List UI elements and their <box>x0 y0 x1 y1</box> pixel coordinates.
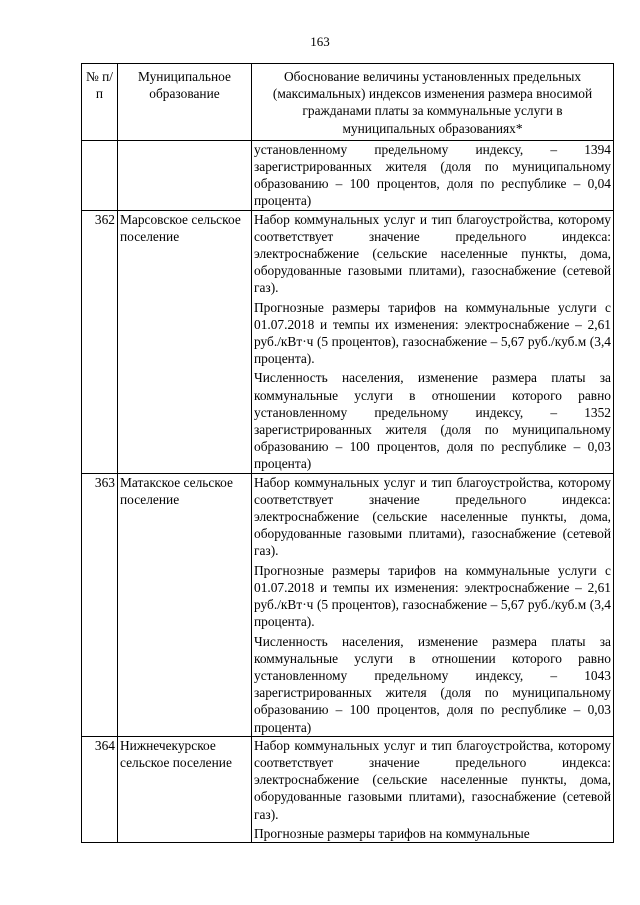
population-paragraph: Численность населения, изменение размера платы за коммунальные услуги в отношении которого равно установленному предельному индексу, – 1352 зарегистрированных жителя (доля по муниципальному образованию – 100 процентов, доля по республике – 0,03 процента) <box>254 370 611 472</box>
header-municipality: Муниципальное образование <box>118 64 252 141</box>
tariffs-paragraph: Прогнозные размеры тарифов на коммунальные услуги с 01.07.2018 и темпы их изменения: электроснабжение – 2,61 руб./кВт·ч (5 процентов), газоснабжение – 5,67 руб./куб.м (3,4 процента). <box>254 299 611 367</box>
cell-number: 363 <box>82 473 118 736</box>
cell-number: 362 <box>82 210 118 473</box>
table-row <box>82 473 614 736</box>
services-paragraph: Набор коммунальных услуг и тип благоустройства, которому соответствует значение предельного индекса: электроснабжение (сельские населенные пункты, дома, оборудованные газовыми плитами), газоснабжение (сетевой газ). <box>254 737 611 822</box>
cell-justification <box>252 140 614 210</box>
services-paragraph: Набор коммунальных услуг и тип благоустройства, которому соответствует значение предельного индекса: электроснабжение (сельские населенные пункты, дома, оборудованные газовыми плитами), газоснабжение (сетевой газ). <box>254 474 611 559</box>
cell-justification <box>252 210 614 473</box>
table-row <box>82 736 614 842</box>
table-row <box>82 210 614 473</box>
header-justification: Обоснование величины установленных предельных (максимальных) индексов изменения размера вносимой гражданами платы за коммунальные услуги в муниципальных образованиях* <box>252 64 614 141</box>
justification-text: установленному предельному индексу, – 1394 зарегистрированных жителя (доля по муниципальному образованию – 100 процентов, доля по республике – 0,04 процента) <box>254 141 611 209</box>
tariff-index-table <box>81 63 614 843</box>
cell-municipality: Марсовское сельское поселение <box>118 210 252 473</box>
header-number: № п/п <box>82 64 118 141</box>
cell-municipality: Нижнечекурское сельское поселение <box>118 736 252 842</box>
tariffs-paragraph: Прогнозные размеры тарифов на коммунальные услуги с 01.07.2018 и темпы их изменения: электроснабжение – 2,61 руб./кВт·ч (5 процентов), газоснабжение – 5,67 руб./куб.м (3,4 процента). <box>254 562 611 630</box>
page-number: 163 <box>310 34 330 49</box>
services-paragraph: Набор коммунальных услуг и тип благоустройства, которому соответствует значение предельного индекса: электроснабжение (сельские населенные пункты, дома, оборудованные газовыми плитами), газоснабжение (сетевой газ). <box>254 211 611 296</box>
population-paragraph: Численность населения, изменение размера платы за коммунальные услуги в отношении которого равно установленному предельному индексу, – 1043 зарегистрированных жителя (доля по муниципальному образованию – 100 процентов, доля по республике – 0,03 процента) <box>254 633 611 735</box>
cell-justification <box>252 736 614 842</box>
table-header-row <box>82 64 614 141</box>
cell-justification <box>252 473 614 736</box>
cell-municipality <box>118 140 252 210</box>
table-row-continuation <box>82 140 614 210</box>
tariffs-paragraph: Прогнозные размеры тарифов на коммунальные <box>254 825 530 841</box>
cell-number: 364 <box>82 736 118 842</box>
cell-municipality: Матакское сельское поселение <box>118 473 252 736</box>
cell-number <box>82 140 118 210</box>
